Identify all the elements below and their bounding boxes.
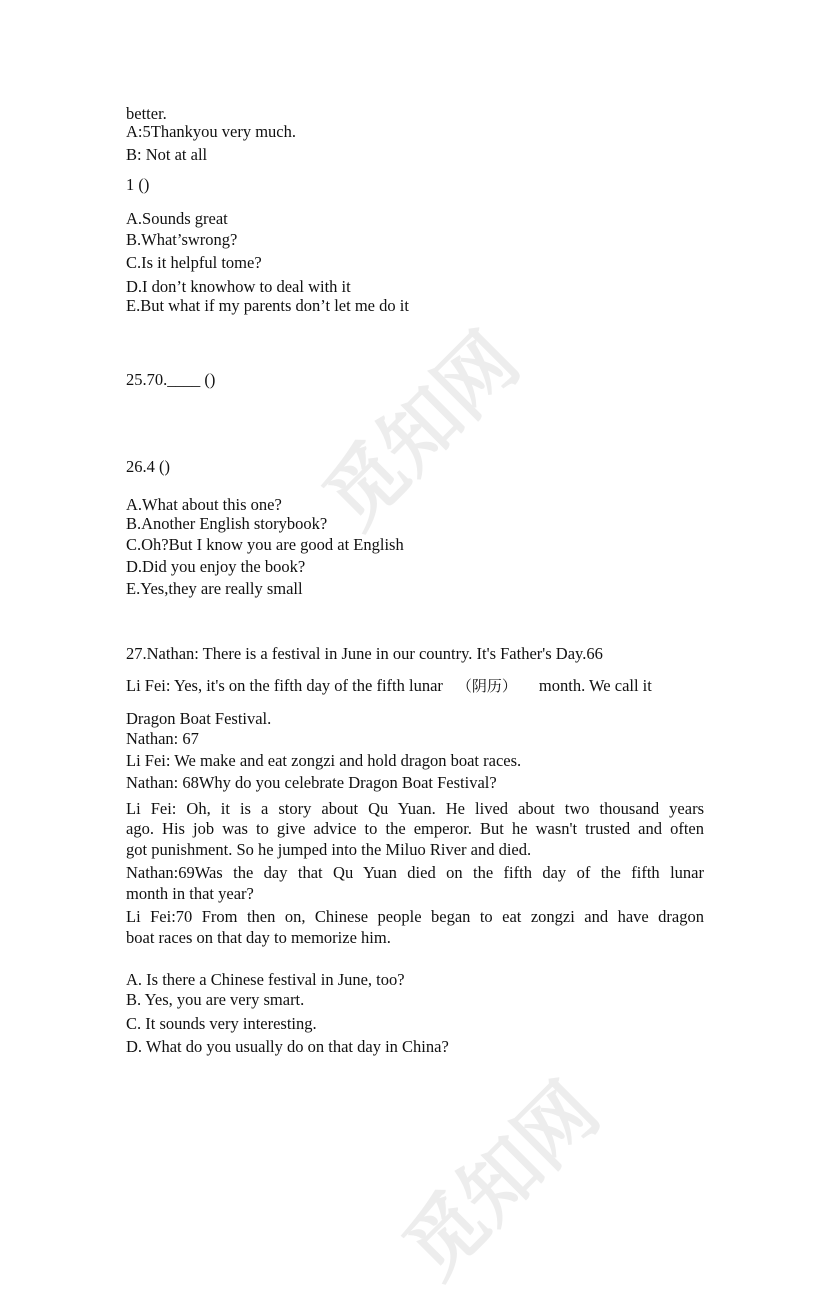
option-c: C. It sounds very interesting. <box>126 1014 317 1033</box>
dialog-line: Nathan: 68Why do you celebrate Dragon Boat Festival? <box>126 773 497 792</box>
option-d: D.I don’t knowhow to deal with it <box>126 277 351 296</box>
option-a: A. Is there a Chinese festival in June, too? <box>126 970 405 989</box>
option-b: B. Yes, you are very smart. <box>126 990 305 1009</box>
option-c: C.Is it helpful tome? <box>126 253 262 272</box>
option-a: A.Sounds great <box>126 209 228 228</box>
dialog-line: month in that year? <box>126 884 254 903</box>
dialog-line: Li Fei: Oh, it is a story about Qu Yuan. He lived about two thousand years <box>126 799 704 818</box>
option-b: B.What’swrong? <box>126 230 238 249</box>
watermark: 觅知网 <box>307 316 537 546</box>
dialog-line: A:5Thankyou very much. <box>126 122 297 141</box>
dialog-text: month. We call it <box>538 676 652 695</box>
question-25: 25.70.____ () <box>126 370 216 389</box>
question-27: 27.Nathan: There is a festival in June in our country. It's Father's Day.66 <box>126 644 603 663</box>
option-c: C.Oh?But I know you are good at English <box>126 535 404 554</box>
dialog-line: Li Fei: We make and eat zongzi and hold dragon boat races. <box>126 751 522 770</box>
dialog-line: boat races on that day to memorize him. <box>126 928 391 947</box>
option-e: E.Yes,they are really small <box>126 579 303 598</box>
option-d: D. What do you usually do on that day in China? <box>126 1037 449 1056</box>
dialog-line: ago. His job was to give advice to the emperor. But he wasn't trusted and often <box>126 819 704 838</box>
option-b: B.Another English storybook? <box>126 514 328 533</box>
text-line: better. <box>126 104 167 123</box>
question-number: 1 () <box>126 175 150 194</box>
dialog-line: Nathan:69Was the day that Qu Yuan died on the fifth day of the fifth lunar <box>126 863 704 882</box>
dialog-line: Dragon Boat Festival. <box>126 709 272 728</box>
dialog-line: B: Not at all <box>126 145 208 164</box>
dialog-line <box>126 676 652 696</box>
option-a: A.What about this one? <box>126 495 282 514</box>
dialog-line: Li Fei:70 From then on, Chinese people began to eat zongzi and have dragon <box>126 907 704 926</box>
option-e: E.But what if my parents don’t let me do it <box>126 296 409 315</box>
option-d: D.Did you enjoy the book? <box>126 557 306 576</box>
watermark-bottom: 觅知网 <box>387 1066 617 1296</box>
dialog-line: got punishment. So he jumped into the Miluo River and died. <box>126 840 532 859</box>
dialog-text: Li Fei: Yes, it's on the fifth day of the fifth lunar <box>126 676 443 695</box>
dialog-line: Nathan: 67 <box>126 729 199 748</box>
chinese-note: （阴历） <box>456 677 517 695</box>
question-26: 26.4 () <box>126 457 170 476</box>
